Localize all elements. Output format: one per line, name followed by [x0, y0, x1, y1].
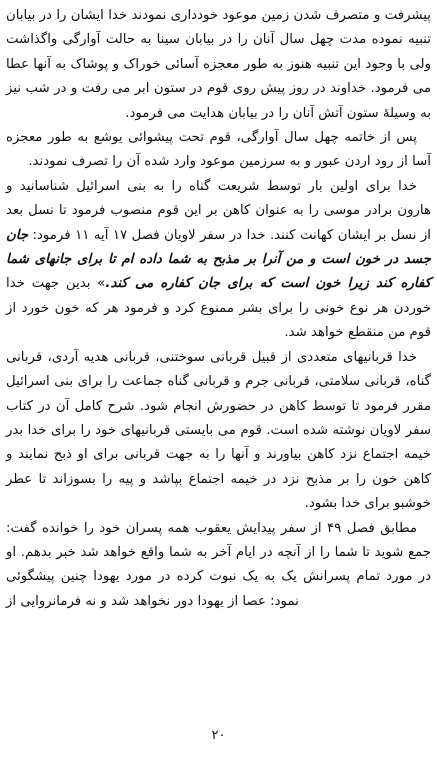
paragraph-jacob-prophecy: مطابق فصل ۴۹ از سفر پیدایش یعقوب همه پسران خود را خوانده گفت: جمع شوید تا شما را از آنچه در ایام آخر به شما واقع خواهد شد خبر بدهم. او در مورد تمام پسرانش یک به یک نبوت کرده در مورد یهودا چنین پیشگوئی نمود: عصا از یهودا دور نخواهد شد و نه فرمانروایی از — [6, 520, 431, 609]
emphasized-verse: جان جسد در خون است و من آنرا بر مذبح به شما داده ام تا برای جانهای شما کفاره کند زیرا خون است که برای جان کفاره می کند. — [6, 227, 431, 292]
paragraph-wilderness: پیشرفت و متصرف شدن زمین موعود خودداری نمودند خدا ایشان را در بیابان تنبیه نموده مدت چهل سال آنان را در بیابان سینا به حالت آوارگی واگذاشت ولی با وجود این تنبیه هنوز به طور معجزه آسائی خوراک و پوشاک به آنها عطا می فرمود. خداوند در روز پیش روی قوم در ستون ابر می رفت و در شب نیز به وسیلۀ ستون آتش آنان را در بیابان هدایت می فرمود. — [6, 8, 431, 121]
paragraph-text-after: » بدین جهت خدا خوردن هر نوع خونی را برای بشر ممنوع کرد و فرمود هر که خون خورد از قوم من منقطع خواهد شد. — [6, 276, 431, 341]
paragraph-offerings: خدا قربانیهای متعددی از قبیل قربانی سوختنی، قربانی هدیه آردی، قربانی گناه، قربانی سلامتی، قربانی جرم و قربانی گناه جماعت را برای بنی اسرائیل مقرر فرمود تا توسط کاهن در حضورش انجام شود. شرح کامل آن در کتاب سفر لاویان نوشته شده است. قوم می بایستی قربانیهای خود را برای خدا بدر خیمه اجتماع نزد کاهن بیاورند و آنها را به جهت قربانی برای او ذبح نمایند و کاهن خون را بر مذبح نزد در خیمه اجتماع بپاشد و پیه را بسوزاند تا عطر خوشبو برای خدا بشود. — [6, 349, 431, 512]
page-number: ۲۰ — [211, 728, 226, 743]
paragraph-blood-atonement — [6, 175, 431, 346]
paragraph-conquest: پس از خاتمه چهل سال آوارگی، قوم تحت پیشوائی یوشع به طور معجزه آسا از رود اردن عبور و به سرزمین موعود وارد شده آن را تصرف نمودند. — [6, 130, 431, 170]
paragraph-text-before: خدا برای اولین بار توسط شریعت گناه را به بنی اسرائیل شناسانید و هارون برادر موسی را به عنوان کاهن بر این قوم منصوب فرمود تا نسل بعد از نسل بر ایشان کهانت کنند. خدا در سفر لاویان فصل ۱۷ آیه ۱۱ فرمود: — [6, 178, 432, 243]
document-page — [6, 4, 431, 614]
